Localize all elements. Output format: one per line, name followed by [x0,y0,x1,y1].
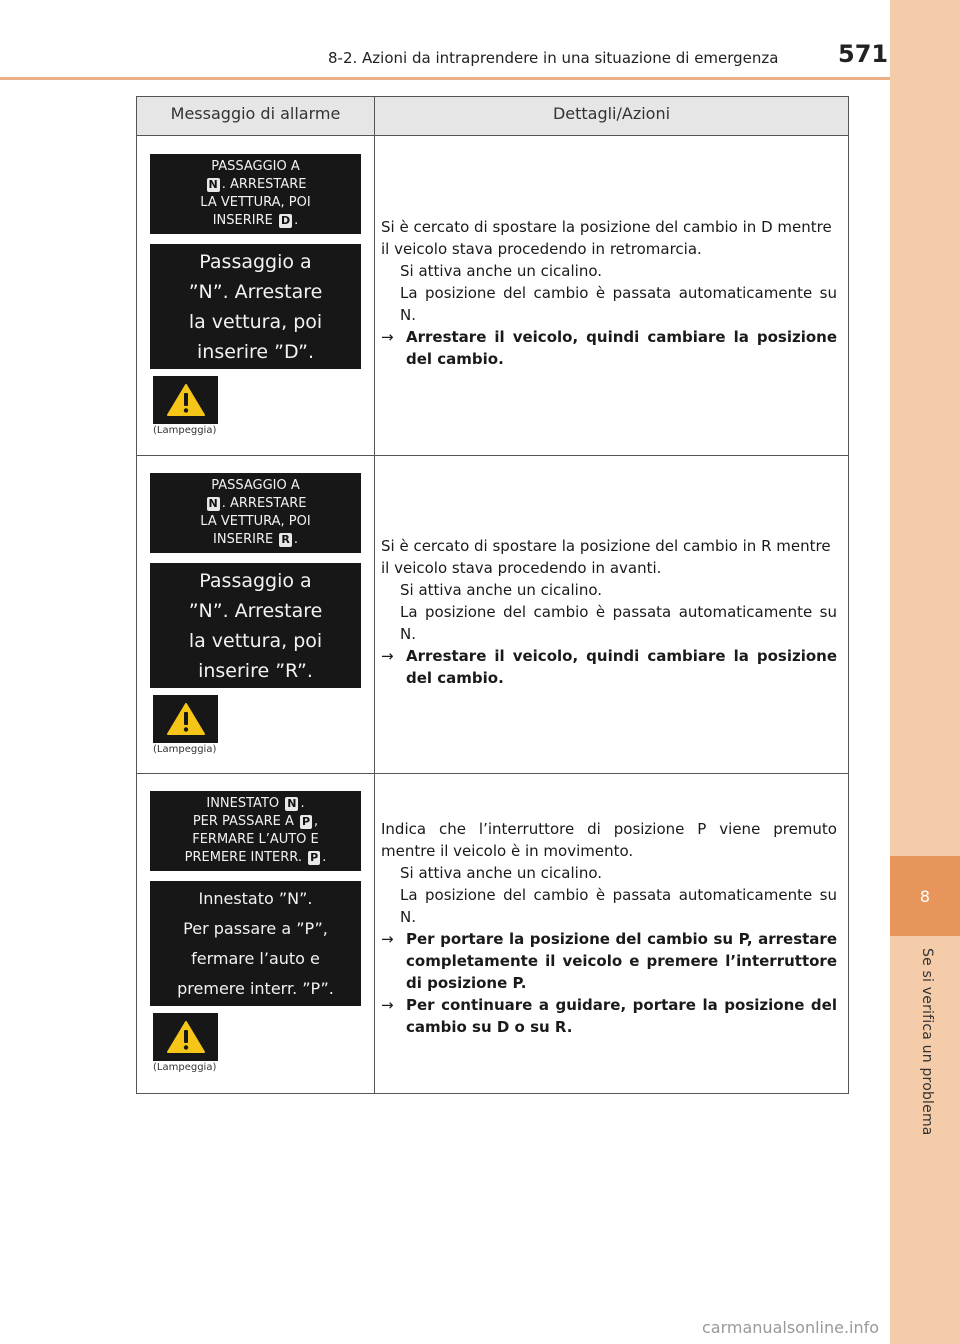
section-title: 8-2. Azioni da intraprendere in una situazione di emergenza [328,49,779,67]
chapter-number: 8 [919,886,931,906]
details-note: Si attiva anche un cicalino. [400,581,603,599]
gear-indicator-box: R [281,533,290,546]
screen-line: PASSAGGIO A [211,159,300,174]
details-note: La posizione del cambio è passata automaticamente su N. [400,284,837,324]
screen-line: FERMARE L’AUTO E [192,832,319,847]
details-text [381,216,837,370]
details-text [381,535,837,689]
screen-line: la vettura, poi [188,310,323,333]
display-screen-uppercase [150,154,361,234]
screen-line: INSERIRE R . [213,532,298,547]
screen-line: INNESTATO N . [206,796,305,811]
details-note: La posizione del cambio è passata automaticamente su N. [400,603,837,643]
screen-line: LA VETTURA, POI [200,514,311,529]
action-item: → Per continuare a guidare, portare la posizione del cambio su D o su R. [381,996,837,1036]
screen-line: inserire ”D”. [197,340,314,363]
page-number: 571 [838,40,889,68]
arrow-icon: → [381,647,394,665]
details-intro: Si è cercato di spostare la posizione del cambio in D mentre il veicolo stava procedendo in retromarcia. [381,218,832,258]
header-rule [0,77,890,80]
details-intro: Indica che l’interruttore di posizione P viene premuto mentre il veicolo è in movimento. [381,820,837,860]
table-row [137,136,848,456]
action-item: → Per portare la posizione del cambio su P, arrestare completamente il veicolo e premere l’interruttore di posizione P. [381,930,837,992]
display-screen-text [150,244,361,369]
screen-line: fermare l’auto e [191,948,320,968]
gear-indicator-box: N [287,797,297,810]
action-item: → Arrestare il veicolo, quindi cambiare la posizione del cambio. [381,647,837,687]
display-screen-uppercase [150,473,361,553]
gear-indicator-box: P [310,851,319,864]
warning-light [153,1013,218,1061]
screen-line: N . ARRESTARE [208,177,307,192]
warning-light [153,376,218,424]
warning-triangle-icon [166,383,206,417]
watermark: carmanualsonline.info [702,1318,880,1337]
display-screen-text [150,563,361,688]
column-header-details: Dettagli/Azioni [552,104,671,123]
display-screen-uppercase [150,791,361,871]
screen-line: ”N”. Arrestare [188,599,323,622]
flash-label: (Lampeggia) [153,1062,217,1073]
details-text [381,818,837,1038]
screen-line: Per passare a ”P”, [183,918,328,938]
gear-indicator-box: N [208,178,218,191]
arrow-icon: → [381,930,394,948]
screen-line: Passaggio a [199,250,312,273]
chapter-title: Se si verifica un problema [919,948,935,1136]
screen-line: INSERIRE D . [212,213,299,228]
display-screen-text [150,881,361,1006]
screen-line: Passaggio a [199,569,312,592]
flash-label: (Lampeggia) [153,744,217,755]
screen-line: ”N”. Arrestare [188,280,323,303]
arrow-icon: → [381,996,394,1014]
chapter-tab [890,856,960,936]
screen-line: LA VETTURA, POI [200,195,311,210]
warning-table [136,96,849,1094]
screen-line: Innestato ”N”. [198,888,313,908]
screen-line: premere interr. ”P”. [177,978,334,998]
gear-indicator-box: P [301,815,311,828]
screen-line: PER PASSARE A P , [192,814,319,829]
table-row [137,773,848,1093]
screen-line: PASSAGGIO A [211,478,300,493]
table-row [137,455,848,774]
column-header-message: Messaggio di allarme [170,104,341,123]
gear-indicator-box: N [208,497,218,510]
screen-line: PREMERE INTERR. P . [184,850,327,865]
screen-line: la vettura, poi [188,629,323,652]
details-intro: Si è cercato di spostare la posizione del cambio in R mentre il veicolo stava procedendo in avanti. [381,537,831,577]
screen-line: inserire ”R”. [198,659,313,682]
warning-triangle-icon [166,1020,206,1054]
details-note: Si attiva anche un cicalino. [400,864,603,882]
table-header [137,97,848,136]
details-note: La posizione del cambio è passata automaticamente su N. [400,886,837,926]
flash-label: (Lampeggia) [153,425,217,436]
action-item: → Arrestare il veicolo, quindi cambiare la posizione del cambio. [381,328,837,368]
details-note: Si attiva anche un cicalino. [400,262,603,280]
arrow-icon: → [381,328,394,346]
warning-triangle-icon [166,702,206,736]
gear-indicator-box: D [281,214,291,227]
warning-light [153,695,218,743]
screen-line: N . ARRESTARE [208,496,307,511]
